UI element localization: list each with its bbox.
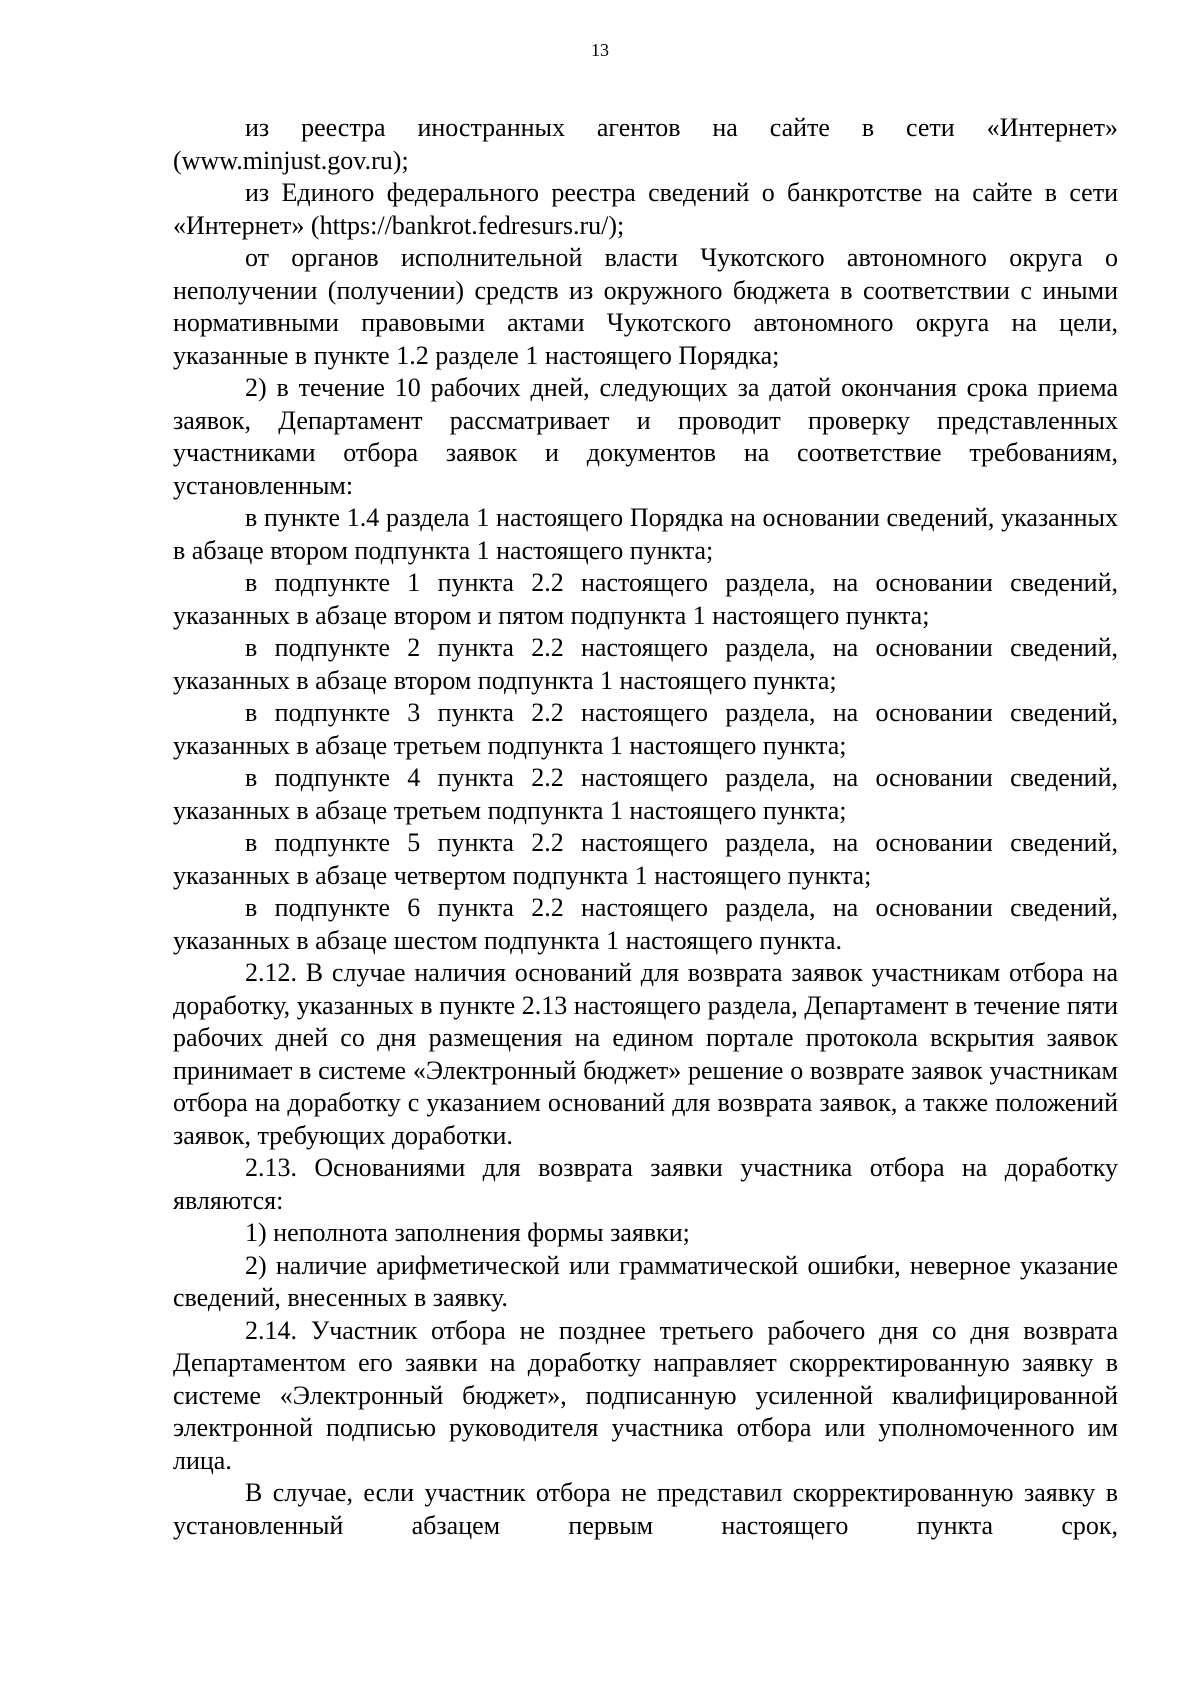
- paragraph: от органов исполнительной власти Чукотского автономного округа о неполучении (получении) средств из окружного бюджета в соответствии с иными нормативными правовыми актами Чукотского автономного округа на цели, указанные в пункте 1.2 разделе 1 настоящего Порядка;: [173, 243, 1118, 370]
- paragraph: в подпункте 6 пункта 2.2 настоящего раздела, на основании сведений, указанных в абзаце шестом подпункта 1 настоящего пункта.: [173, 893, 1118, 955]
- paragraph: в подпункте 3 пункта 2.2 настоящего раздела, на основании сведений, указанных в абзаце третьем подпункта 1 настоящего пункта;: [173, 698, 1118, 760]
- paragraph: в пункте 1.4 раздела 1 настоящего Порядка на основании сведений, указанных в абзаце втором подпункта 1 настоящего пункта;: [173, 503, 1118, 565]
- paragraph: в подпункте 4 пункта 2.2 настоящего раздела, на основании сведений, указанных в абзаце третьем подпункта 1 настоящего пункта;: [173, 763, 1118, 825]
- paragraph: в подпункте 2 пункта 2.2 настоящего раздела, на основании сведений, указанных в абзаце втором подпункта 1 настоящего пункта;: [173, 633, 1118, 695]
- paragraph: из Единого федерального реестра сведений о банкротстве на сайте в сети «Интернет» (https://bankrot.fedresurs.ru/);: [173, 178, 1118, 240]
- paragraph: 2) наличие арифметической или грамматической ошибки, неверное указание сведений, внесенных в заявку.: [173, 1250, 1118, 1312]
- paragraph: в подпункте 5 пункта 2.2 настоящего раздела, на основании сведений, указанных в абзаце четвертом подпункта 1 настоящего пункта;: [173, 828, 1118, 890]
- paragraph: в подпункте 1 пункта 2.2 настоящего раздела, на основании сведений, указанных в абзаце втором и пятом подпункта 1 настоящего пункта;: [173, 568, 1118, 630]
- paragraph: 2) в течение 10 рабочих дней, следующих за датой окончания срока приема заявок, Департамент рассматривает и проводит проверку представленных участниками отбора заявок и документов на соответствие требованиям, установленным:: [173, 373, 1118, 500]
- paragraph: В случае, если участник отбора не представил скорректированную заявку в установленный абзацем первым настоящего пункта срок,: [173, 1478, 1118, 1540]
- paragraph: 2.14. Участник отбора не позднее третьего рабочего дня со дня возврата Департаментом его заявки на доработку направляет скорректированную заявку в системе «Электронный бюджет», подписанную усиленной квалифицированной электронной подписью руководителя участника отбора или уполномоченного им лица.: [173, 1315, 1118, 1475]
- paragraph: из реестра иностранных агентов на сайте в сети «Интернет» (www.minjust.gov.ru);: [173, 113, 1118, 175]
- paragraph: 2.12. В случае наличия оснований для возврата заявок участникам отбора на доработку, указанных в пункте 2.13 настоящего раздела, Департамент в течение пяти рабочих дней со дня размещения на едином портале протокола вскрытия заявок принимает в системе «Электронный бюджет» решение о возврате заявок участникам отбора на доработку с указанием оснований для возврата заявок, а также положений заявок, требующих доработки.: [173, 958, 1118, 1150]
- document-body: [173, 112, 1118, 1542]
- paragraph: 1) неполнота заполнения формы заявки;: [245, 1218, 690, 1247]
- paragraph: 2.13. Основаниями для возврата заявки участника отбора на доработку являются:: [173, 1153, 1118, 1215]
- page-number: 13: [591, 40, 609, 60]
